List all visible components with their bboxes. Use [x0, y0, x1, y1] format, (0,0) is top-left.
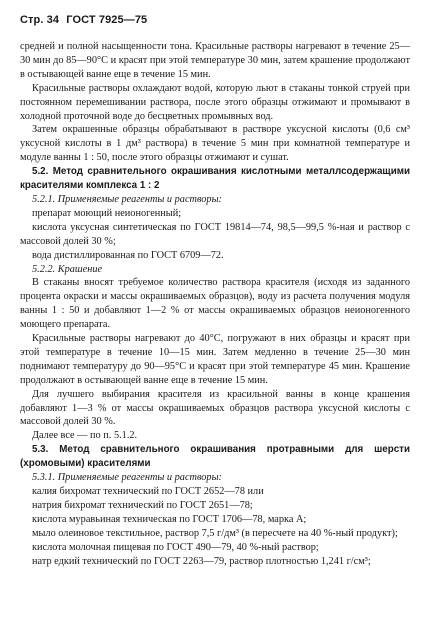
section-heading: 5.3. Метод сравнительного окрашивания протравными для шерсти (хромовыми) красителями	[20, 444, 410, 470]
list-item: кислота молочная пищевая по ГОСТ 490—79, 40 %-ный раствор;	[32, 541, 319, 553]
section-heading: 5.2. Метод сравнительного окрашивания кислотными металлсодержащими красителями комплекса 1 : 2	[20, 166, 410, 192]
paragraph: средней и полной насыщенности тона. Красильные растворы нагревают в течение 25—30 мин до 85—90°С и красят при этой температуре 30 мин, затем крашение продолжают в остывающей ванне еще в течение 15 мин.	[20, 41, 410, 80]
list-item: кислота уксусная синтетическая по ГОСТ 19814—74, 98,5—99,5 %-ная и раствор с массовой долей 30 %;	[20, 221, 410, 247]
list-item: вода дистиллированная по ГОСТ 6709—72.	[32, 249, 224, 261]
list-item: препарат моющий неионогенный;	[32, 207, 182, 219]
list-item: калия бихромат технический по ГОСТ 2652—78 или	[32, 486, 264, 497]
paragraph: Для лучшего выбирания красителя из красильной ванны в конце крашения добавляют 1—3 % от массы окрашиваемых образцов раствора уксусной кислоты с массовой долей 30 %.	[20, 388, 410, 428]
paragraph: В стаканы вносят требуемое количество раствора красителя (исходя из заданного процента окраски и массы окрашиваемых образцов), воду из расчета получения модуля ванны 1 : 50 и добавляют 1—2 % от массы окрашиваемых образцов неионогенного моющего препарата.	[20, 277, 410, 331]
subsection-title: 5.2.2. Крашение	[32, 263, 103, 275]
list-item: натр едкий технический по ГОСТ 2263—79, раствор плотностью 1,241 г/см³;	[32, 555, 371, 567]
subsection-title: 5.2.1. Применяемые реагенты и растворы:	[32, 193, 222, 205]
paragraph: Красильные растворы охлаждают водой, которую льют в стаканы тонкой струей при постоянном перемешивании раствора, после этого образцы отжимают и промывают в холодной проточной воде до бесцветных промывных вод.	[20, 82, 410, 122]
document-body	[20, 40, 410, 568]
page-header	[20, 14, 147, 26]
paragraph: Красильные растворы нагревают до 40°С, погружают в них образцы и красят при этой температуре в течение 10—15 мин. Затем медленно в течение 25—30 мин поднимают температуру до 90—95°С и красят при этой температуре 45 мин. Крашение продолжают в остывающей ванне еще в течение 15 мин.	[20, 333, 410, 386]
paragraph: Далее все — по п. 5.1.2.	[32, 430, 138, 442]
list-item: натрия бихромат технический по ГОСТ 2651—78;	[32, 499, 253, 511]
paragraph: Затем окрашенные образцы обрабатывают в растворе уксусной кислоты (0,6 см³ уксусной кислоты в 1 дм³ раствора) в течение 5 мин при комнатной температуре и модуле ванны 1 : 50, после этого образцы отжимают и сушат.	[20, 124, 410, 164]
standard-code: ГОСТ 7925—75	[66, 14, 148, 26]
list-item: мыло олеиновое текстильное, раствор 7,5 г/дм³ (в пересчете на 40 %-ный продукт);	[32, 527, 398, 539]
page-number: Стр. 34	[20, 14, 60, 26]
subsection-title: 5.3.1. Применяемые реагенты и растворы:	[32, 472, 222, 484]
list-item: кислота муравьиная техническая по ГОСТ 1706—78, марка А;	[32, 513, 307, 525]
